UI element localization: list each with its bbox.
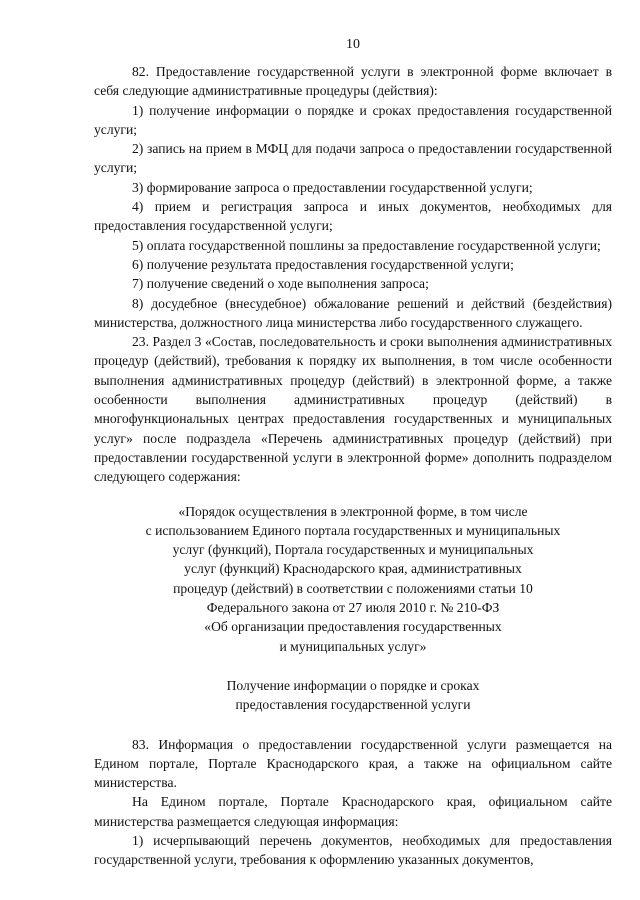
paragraph-23: 23. Раздел 3 «Состав, последовательность и сроки выполнения административных процедур (действий), требования к порядку их выполнения, в том числе особенности выполнения административных процедур (действий) в электронной форме, а также особенности выполнения административных процедур (действий) в многофункциональных центрах предоставления государственных и муниципальных услуг» после подраздела «Перечень административных процедур (действий) при предоставлении государственной услуги в электронной форме» дополнить подразделом следующего содержания:: [94, 334, 612, 485]
list-item-5: 5) оплата государственной пошлины за предоставление государственной услуги;: [132, 237, 601, 253]
subsection-heading: [94, 502, 612, 656]
list-item-4: 4) прием и регистрация запроса и иных документов, необходимых для предоставления государственной услуги;: [94, 199, 612, 234]
list-item-6: 6) получение результата предоставления государственной услуги;: [132, 256, 514, 272]
heading-line: с использованием Единого портала государственных и муниципальных: [145, 522, 561, 538]
list-item-3: 3) формирование запроса о предоставлении государственной услуги;: [132, 179, 533, 195]
list-item-8: 8) досудебное (внесудебное) обжалование решений и действий (бездействия) министерства, должностного лица министерства либо государственного служащего.: [94, 295, 612, 330]
heading-line: Получение информации о порядке и сроках: [226, 677, 480, 693]
heading-line: «Об организации предоставления государственных: [204, 619, 502, 635]
heading-line: предоставления государственной услуги: [235, 697, 471, 713]
list-item-2: 2) запись на прием в МФЦ для подачи запроса о предоставлении государственной услуги;: [94, 141, 612, 176]
paragraph-82-intro: 82. Предоставление государственной услуги в электронной форме включает в себя следующие административные процедуры (действия):: [94, 64, 612, 99]
heading-line: процедур (действий) в соответствии с положениями статьи 10: [173, 580, 533, 596]
list-item-1: 1) получение информации о порядке и сроках предоставления государственной услуги;: [94, 102, 612, 137]
paragraph-83: 83. Информация о предоставлении государственной услуги размещается на Едином портале, Портале Краснодарского края, а также на официальном сайте министерства.: [94, 736, 612, 791]
list-item-documents: 1) исчерпывающий перечень документов, необходимых для предоставления государственной услуги, требования к оформлению указанных документов,: [94, 832, 612, 868]
list-item-7: 7) получение сведений о ходе выполнения запроса;: [132, 276, 429, 292]
heading-line: услуг (функций), Портала государственных и муниципальных: [172, 542, 534, 558]
page-number: 10: [346, 37, 360, 52]
heading-line: услуг (функций) Краснодарского края, административных: [184, 561, 522, 577]
paragraph-portal-info: На Едином портале, Портале Краснодарского края, официальном сайте министерства размещается следующая информация:: [94, 794, 612, 829]
info-heading: [94, 676, 612, 715]
heading-line: Федерального закона от 27 июля 2010 г. № 210-ФЗ: [206, 600, 500, 616]
heading-line: и муниципальных услуг»: [279, 638, 427, 654]
heading-line: «Порядок осуществления в электронной форме, в том числе: [178, 503, 528, 519]
